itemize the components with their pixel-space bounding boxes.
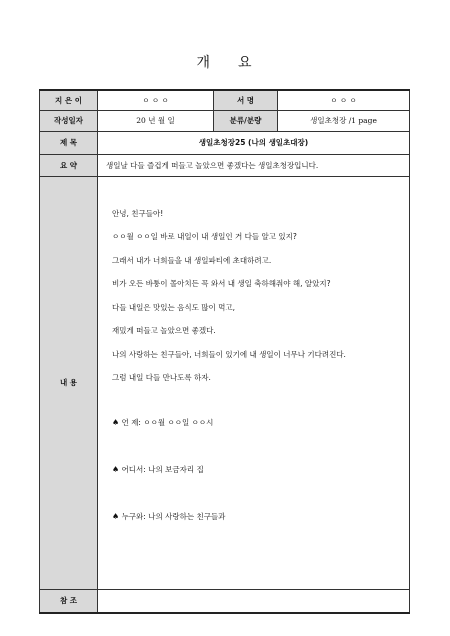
spade-icon: ♠ [112,511,120,521]
content-label: 내 용 [40,176,98,589]
event-where-text: 어디서: 나의 보금자리 집 [121,464,204,474]
date-value: 20 년 월 일 [98,110,214,131]
author-label: 지 은 이 [40,90,98,110]
summary-value: 생일날 다들 즐겁게 떠들고 놀았으면 좋겠다는 생일초청장입니다. [98,154,410,176]
page-title [0,52,450,72]
subject-value: 생일초청장25 (나의 생일초대장) [98,131,410,154]
event-who-text: 누구와: 나의 사랑하는 친구들과 [121,511,226,521]
category-label: 분류/분량 [214,110,278,131]
content-body [98,176,410,589]
content-line-1: 안녕, 친구들아! [112,208,164,218]
author-value: ㅇ ㅇ ㅇ [98,90,214,110]
content-line-5: 다들 내일은 맛있는 음식도 많이 먹고, [112,302,235,312]
date-label: 작성일자 [40,110,98,131]
event-where [112,464,204,475]
content-line-8: 그럼 내일 다들 만나도록 하자. [112,373,211,382]
content-line-4: 비가 오든 바퉁이 몰아치든 꼭 와서 내 생일 축하해줘야 해, 알았지? [112,279,331,288]
content-line-6: 재밌게 떠들고 놀았으면 좋겠다. [112,326,216,335]
signature-label: 서 명 [214,90,278,110]
reference-label: 참 조 [40,589,98,613]
reference-value [98,589,410,613]
category-value: 생일초청장 /1 page [278,110,410,131]
spade-icon: ♠ [112,464,120,474]
subject-label: 제 목 [40,131,98,154]
summary-label: 요 약 [40,154,98,176]
spade-icon: ♠ [112,417,120,427]
signature-value: ㅇ ㅇ ㅇ [278,90,410,110]
title-char-2: 요 [238,55,254,71]
overview-form-table [39,89,410,614]
content-line-7: 나의 사랑하는 친구들아, 너희들이 있기에 내 생일이 너무나 기다려진다. [112,349,346,359]
event-who [112,511,225,522]
content-line-3: 그래서 내가 너희들을 내 생일파티에 초대하려고. [112,255,272,265]
event-when [112,417,213,428]
event-when-text: 언 제: ㅇㅇ월 ㅇㅇ일 ㅇㅇ시 [121,417,214,427]
title-char-1: 개 [196,55,212,71]
content-line-2: ㅇㅇ월 ㅇㅇ일 바로 내일이 내 생일인 거 다들 알고 있지? [112,232,297,241]
